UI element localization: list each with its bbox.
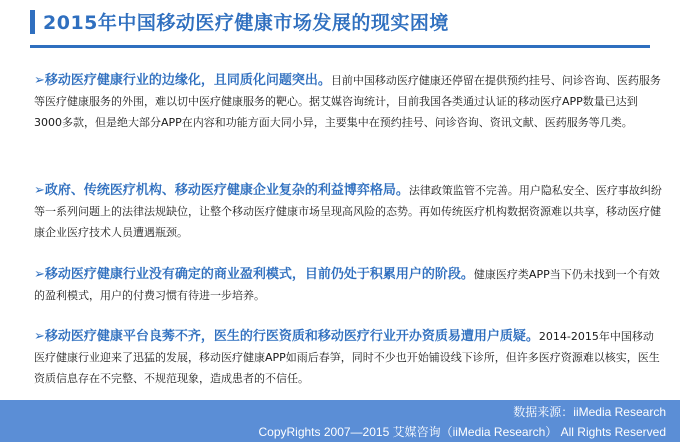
copyright-notice: CopyRights 2007—2015 艾媒咨询（iiMedia Research） All Rights Reserved [258,425,666,439]
section-heading: 政府、传统医疗机构、移动医疗健康企业复杂的利益博弈格局。 [44,183,409,198]
section-body: 2014-2015年中国移动医疗健康行业迎来了迅猛的发展，移动医疗健康APP如雨后春笋，同时不少也开始铺设线下诊所，但许多医疗资源难以核实，医生资质信息存在不完整、不规范现象，造成患者的不信任。 [34,330,660,385]
arrow-bullet-icon: ➢ [34,267,45,282]
footer-bar [0,400,680,442]
section-body: 健康医疗类APP当下仍未找到一个有效的盈利模式，用户的付费习惯有待进一步培养。 [34,268,660,302]
section-heading: 移动医疗健康平台良莠不齐，医生的行医资质和移动医疗行业开办资质易遭用户质疑。 [44,329,539,344]
data-source-label: 数据来源：iiMedia Research [513,405,666,419]
arrow-bullet-icon: ➢ [34,183,45,198]
section-stakeholders [34,180,664,243]
section-heading: 移动医疗健康行业的边缘化，且同质化问题突出。 [44,73,331,88]
section-body: 法律政策监管不完善。用户隐私安全、医疗事故纠纷等一系列问题上的法律法规缺位，让整个移动医疗健康市场呈现高风险的态势。再如传统医疗机构数据资源难以共享，移动医疗健康企业医疗技术人员遭遇瓶颈。 [34,184,662,239]
page-title: 2015年中国移动医疗健康市场发展的现实困境 [43,12,449,34]
section-marginalization [34,70,664,133]
page-title-bar [30,8,449,35]
section-business-model [34,264,664,306]
section-heading: 移动医疗健康行业没有确定的商业盈利模式，目前仍处于积累用户的阶段。 [44,267,474,282]
arrow-bullet-icon: ➢ [34,73,45,88]
section-platform-quality [34,326,664,389]
title-divider [30,45,650,48]
arrow-bullet-icon: ➢ [34,329,45,344]
title-accent-bar [30,10,35,34]
section-body: 目前中国移动医疗健康还停留在提供预约挂号、问诊咨询、医药服务等医疗健康服务的外围，难以切中医疗健康服务的靶心。据艾媒咨询统计，目前我国各类通过认证的移动医疗APP数量已达到3000多款，但是绝大部分APP在内容和功能方面大同小异，主要集中在预约挂号、问诊咨询、资讯文献、医药服务等几类。 [34,74,661,129]
